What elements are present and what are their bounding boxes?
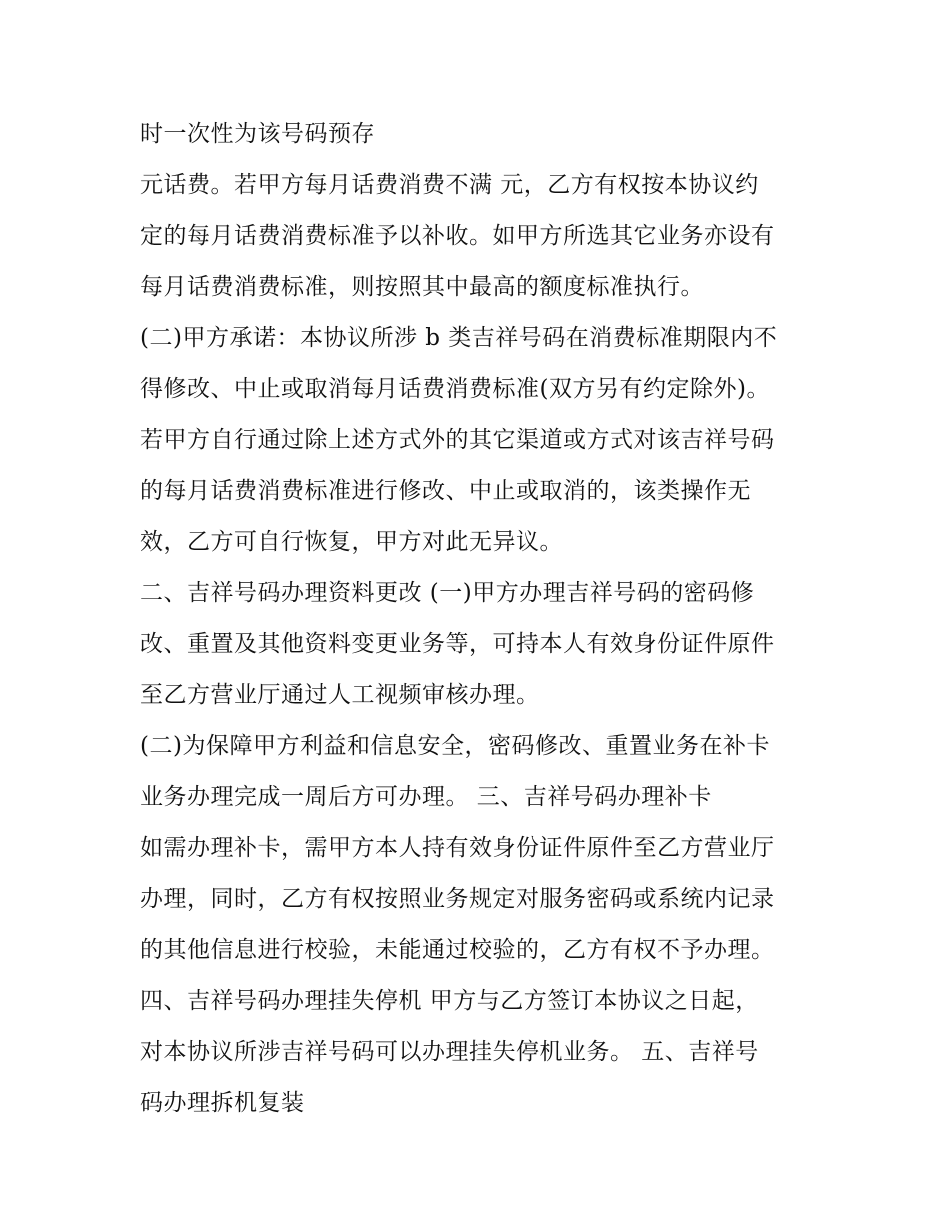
text-line: 如需办理补卡，需甲方本人持有效身份证件原件至乙方营业厅 — [140, 835, 775, 861]
text-line: 的其他信息进行校验，未能通过校验的，乙方有权不予办理。 — [140, 937, 775, 963]
text-line: 码办理拆机复装 — [140, 1090, 305, 1116]
text-line: 至乙方营业厅通过人工视频审核办理。 — [140, 682, 540, 708]
text-line: 办理，同时，乙方有权按照业务规定对服务密码或系统内记录 — [140, 886, 775, 912]
text-line: 的每月话费消费标准进行修改、中止或取消的，该类操作无 — [140, 478, 751, 504]
document-body — [140, 109, 820, 1129]
text-line: 时一次性为该号码预存 — [140, 121, 375, 147]
text-line: 每月话费消费标准，则按照其中最高的额度标准执行。 — [140, 274, 704, 300]
text-line: 改、重置及其他资料变更业务等，可持本人有效身份证件原件 — [140, 631, 775, 657]
text-line: (二)甲方承诺：本协议所涉 b 类吉祥号码在消费标准期限内不 — [140, 325, 778, 351]
text-line: 四、吉祥号码办理挂失停机 甲方与乙方签订本协议之日起， — [140, 988, 759, 1014]
text-line: (二)为保障甲方利益和信息安全，密码修改、重置业务在补卡 — [140, 733, 770, 759]
text-line: 对本协议所涉吉祥号码可以办理挂失停机业务。 五、吉祥号 — [140, 1039, 759, 1065]
text-line: 得修改、中止或取消每月话费消费标准(双方另有约定除外)。 — [140, 376, 770, 402]
text-line: 若甲方自行通过除上述方式外的其它渠道或方式对该吉祥号码 — [140, 427, 775, 453]
text-line: 定的每月话费消费标准予以补收。如甲方所选其它业务亦设有 — [140, 223, 775, 249]
text-line: 元话费。若甲方每月话费消费不满 元，乙方有权按本协议约 — [140, 172, 759, 198]
text-line: 二、吉祥号码办理资料更改 (一)甲方办理吉祥号码的密码修 — [140, 580, 755, 606]
text-line: 业务办理完成一周后方可办理。 三、吉祥号码办理补卡 — [140, 784, 712, 810]
text-line: 效，乙方可自行恢复，甲方对此无异议。 — [140, 529, 563, 555]
